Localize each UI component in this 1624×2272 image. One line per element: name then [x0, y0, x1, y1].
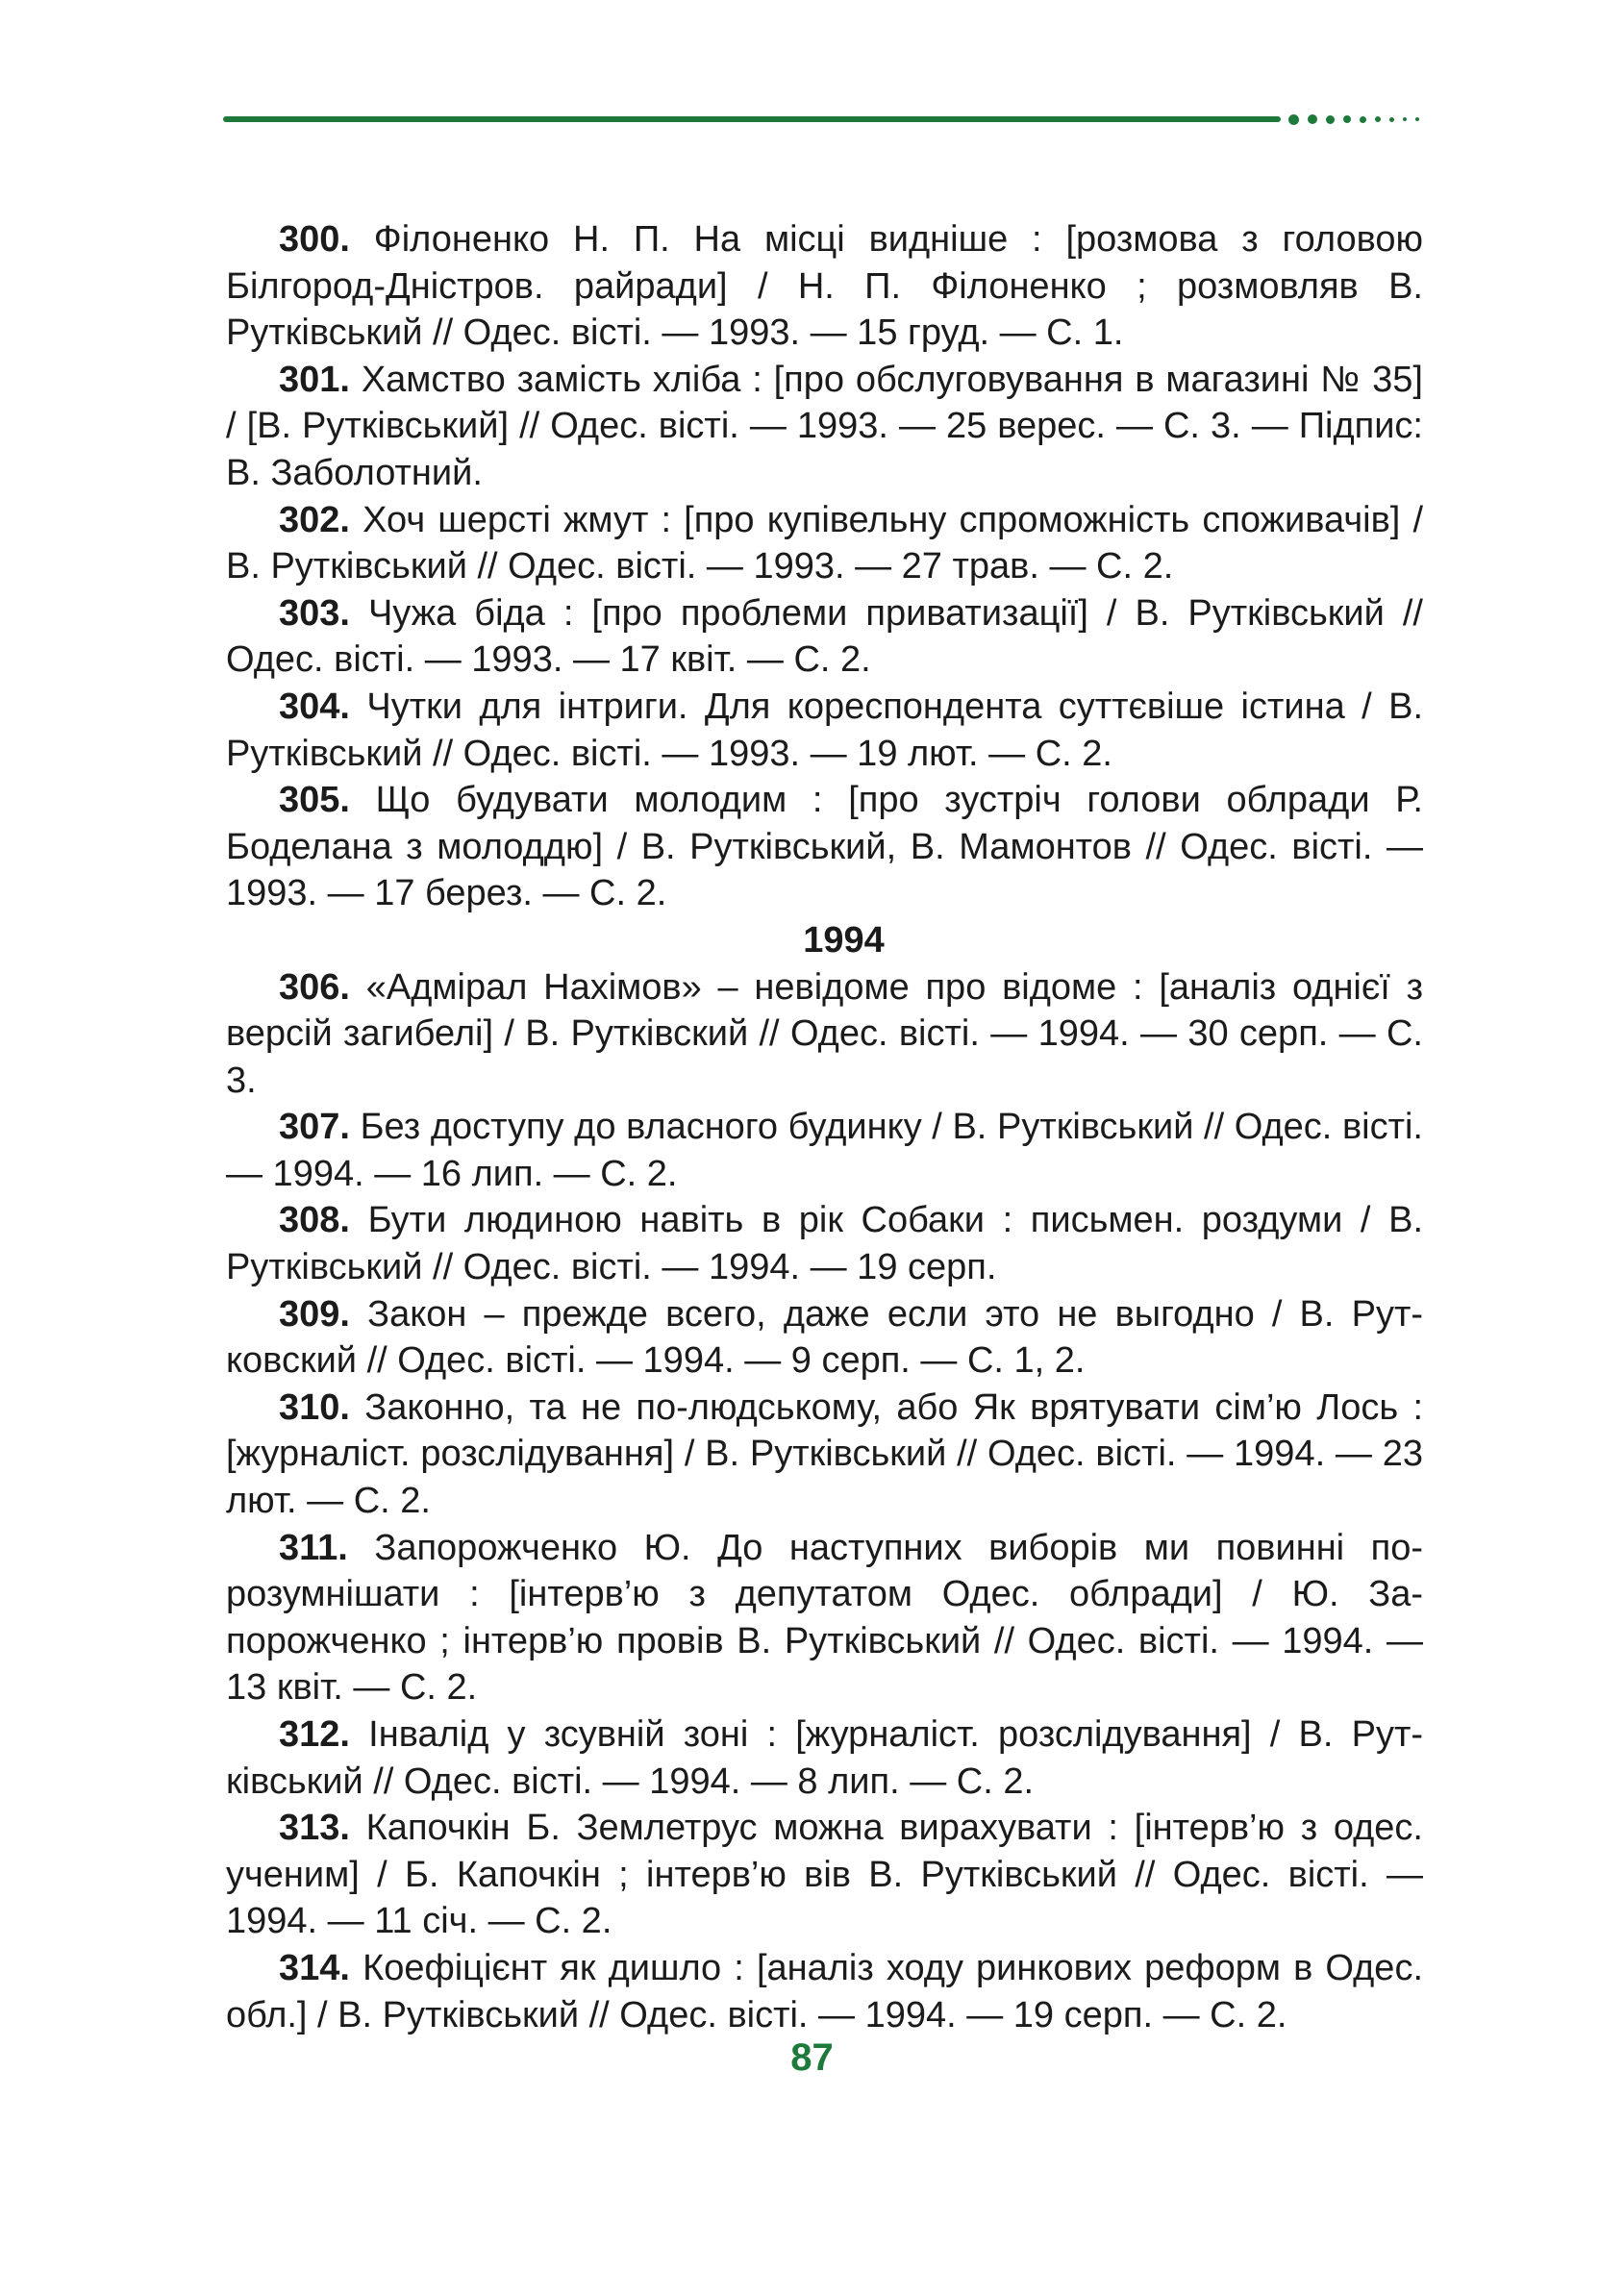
bibliography-entry	[226, 1197, 1423, 1290]
header-dot	[1308, 114, 1317, 124]
page-number: 87	[790, 2036, 834, 2079]
entries-1993	[226, 216, 1423, 917]
entry-text: Коефіцієнт як дишло : [аналіз ходу ринкових реформ в Одес. обл.] / В. Рутківський // Одес. вісті. — 1994. — 19 серп. — С. 2.	[226, 1947, 1423, 2035]
bibliography-entry	[226, 684, 1423, 777]
entry-text: Запорожченко Ю. До наступних виборів ми повинні порозумнішати : [інтерв’ю з депутатом Одес. облради] / Ю. Запорожченко ; інтерв’ю провів В. Рутківський // Одес. вісті. — 1994. — 13 квіт. — С. 2.	[226, 1527, 1423, 1709]
entry-number: 314.	[279, 1947, 350, 1988]
entries-1994	[226, 964, 1423, 2039]
entry-number: 305.	[279, 780, 350, 821]
entry-text: Чужа біда : [про проблеми приватизації] / В. Рутківський // Одес. вісті. — 1993. — 17 квіт. — С. 2.	[226, 592, 1423, 681]
entry-number: 306.	[279, 966, 350, 1008]
header-dot	[1403, 117, 1407, 121]
entry-number: 300.	[279, 219, 350, 260]
bibliography-entry	[226, 964, 1423, 1105]
bibliography-entry	[226, 1104, 1423, 1197]
header-dot	[1343, 115, 1351, 123]
entry-text: Інвалід у зсувній зоні : [журналіст. розслідування] / В. Рутківський // Одес. вісті. — 1994. — 8 лип. — С. 2.	[226, 1714, 1423, 1802]
bibliography-content	[226, 216, 1423, 2038]
header-dot	[1375, 116, 1381, 122]
year-heading: 1994	[803, 919, 885, 961]
bibliography-entry	[226, 497, 1423, 590]
header-dot	[1288, 114, 1299, 125]
entry-number: 302.	[279, 499, 350, 540]
entry-text: Закон – прежде всего, даже если это не выгодно / В. Рутковский // Одес. вісті. — 1994. — 9 серп. — С. 1, 2.	[226, 1293, 1423, 1382]
header-dot	[1415, 117, 1419, 121]
bibliography-entry	[226, 1805, 1423, 1945]
entry-number: 304.	[279, 686, 350, 727]
entry-text: Капочкін Б. Землетрус можна вирахувати : [інтерв’ю з одес. ученим] / Б. Капочкін ; інтерв’ю вів В. Рутківський // Одес. вісті. — 1994. — 11 січ. — С. 2.	[226, 1808, 1423, 1942]
entry-text: Бути людиною навіть в рік Собаки : письмен. роздуми / В. Рутківський // Одес. вісті. — 1994. — 19 серп.	[226, 1200, 1423, 1288]
bibliography-entry	[226, 1945, 1423, 2038]
entry-text: Без доступу до власного будинку / В. Рутківський // Одес. вісті. — 1994. — 16 лип. — С. 2.	[226, 1107, 1423, 1194]
entry-number: 311.	[279, 1527, 348, 1568]
header-dot	[1326, 115, 1335, 124]
entry-text: Чутки для інтриги. Для кореспондента суттєвіше істина / В. Рутківський // Одес. вісті. — 1993. — 19 лют. — С. 2.	[226, 686, 1423, 774]
header-rule	[223, 116, 1281, 122]
entry-number: 309.	[279, 1293, 350, 1335]
entry-number: 307.	[279, 1107, 350, 1148]
entry-text: Хамство замість хліба : [про обслуговування в магазині № 35] / [В. Рутківський] // Одес. вісті. — 1993. — 25 верес. — С. 3. — Підпис: В. Заболотний.	[226, 359, 1423, 493]
entry-number: 303.	[279, 592, 350, 634]
entry-text: «Адмірал Нахімов» – невідоме про відоме : [аналіз однієї з версій загибелі] / В. Рутківский // Одес. вісті. — 1994. — 30 серп. — С. 3.	[226, 966, 1423, 1101]
bibliography-entry	[226, 777, 1423, 917]
entry-text: Хоч шерсті жмут : [про купівельну спроможність споживачів] / В. Рутківський // Одес. вісті. — 1993. — 27 трав. — С. 2.	[226, 499, 1423, 587]
header-dot	[1360, 116, 1366, 123]
bibliography-entry	[226, 1525, 1423, 1711]
bibliography-entry	[226, 1291, 1423, 1385]
bibliography-entry	[226, 1711, 1423, 1805]
bibliography-entry	[226, 590, 1423, 684]
entry-number: 313.	[279, 1808, 350, 1849]
bibliography-entry	[226, 1385, 1423, 1525]
entry-number: 310.	[279, 1386, 350, 1428]
entry-number: 312.	[279, 1714, 350, 1755]
header-dot	[1389, 117, 1394, 122]
header-dots	[1288, 110, 1419, 129]
bibliography-entry	[226, 216, 1423, 357]
entry-number: 308.	[279, 1200, 350, 1241]
bibliography-entry	[226, 357, 1423, 497]
entry-text: Філоненко Н. П. На місці видніше : [розмова з головою Білгород-Дністров. райради] / Н. П. Філоненко ; розмовляв В. Рутківський // Одес. вісті. — 1993. — 15 груд. — С. 1.	[226, 219, 1423, 354]
entry-text: Що будувати молодим : [про зустріч голови облради Р. Боделана з молоддю] / В. Рутківський, В. Мамонтов // Одес. вісті. — 1993. — 17 берез. — С. 2.	[226, 780, 1423, 914]
entry-text: Законно, та не по-людському, або Як врятувати сім’ю Лось : [журналіст. розслідування] / В. Рутківський // Одес. вісті. — 1994. — 23 лют. — С. 2.	[226, 1386, 1423, 1522]
entry-number: 301.	[279, 359, 350, 400]
